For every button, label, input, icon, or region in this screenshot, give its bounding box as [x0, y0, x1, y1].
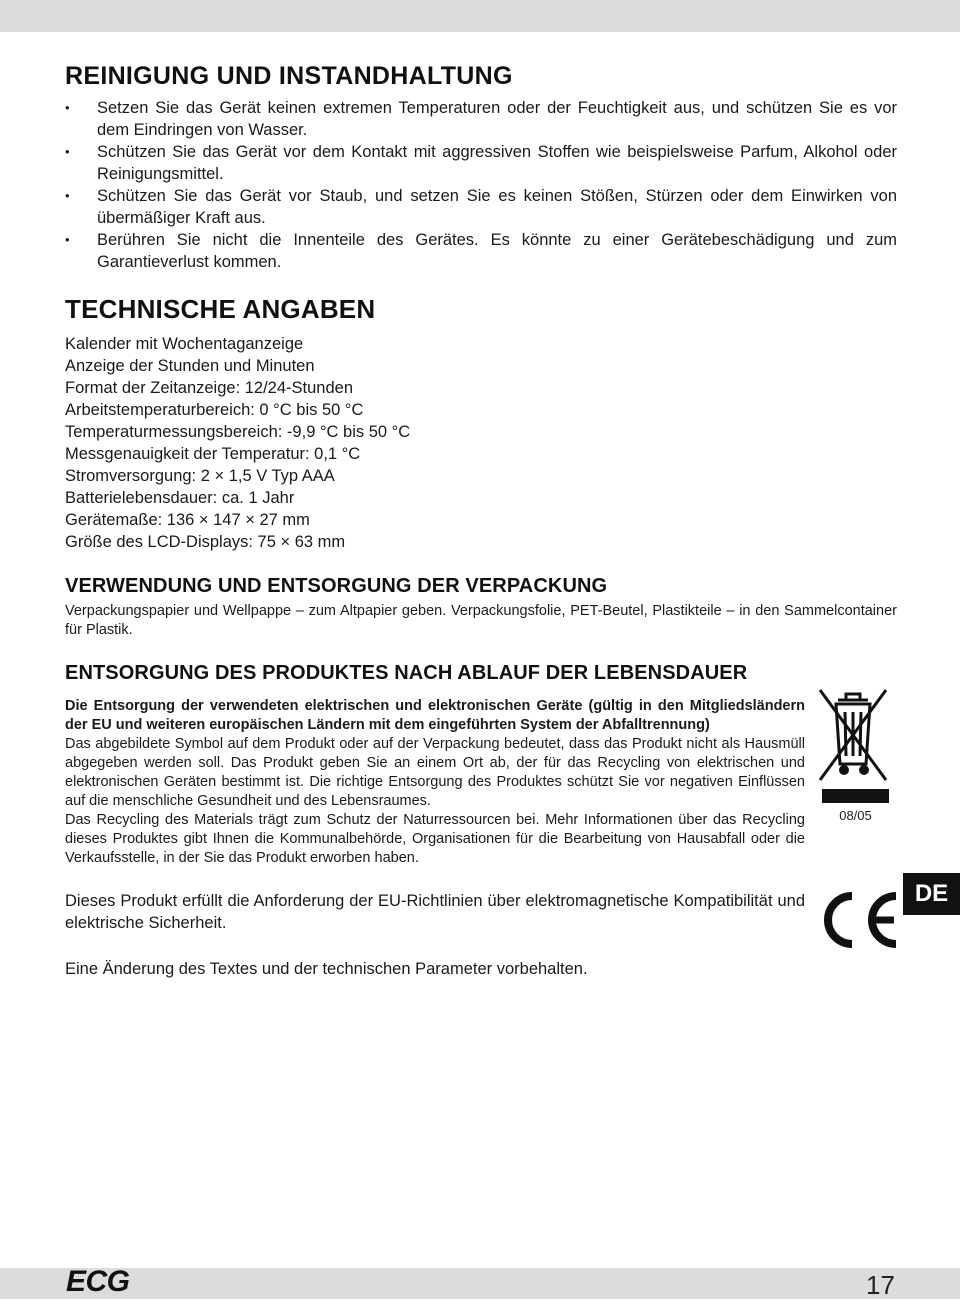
crossed-out-wheelie-bin-icon — [816, 686, 890, 786]
disposal-paragraph: Das Recycling des Materials trägt zum Schutz der Naturressourcen bei. Mehr Informationen über das Recycling dieses Produktes gibt Ihnen die Kommunalbehörde, Organisationen für die Bearbeitung von Hausabfall oder die Verkaufsstelle, in der Sie das Produkt erworben haben. — [65, 812, 805, 866]
spec-line: Größe des LCD-Displays: 75 × 63 mm — [65, 533, 346, 551]
disposal-bold-text: Die Entsorgung der verwendeten elektrischen und elektronischen Geräte (gültig in den Mitgliedsländern der EU und weiteren europäischen Ländern mit dem eingeführten System der Abfalltrennung) — [65, 698, 805, 733]
weee-date: 08/05 — [839, 808, 872, 823]
spec-line: Kalender mit Wochentaganzeige — [65, 335, 304, 353]
packaging-text: Verpackungspapier und Wellpappe – zum Altpapier geben. Verpackungsfolie, PET-Beutel, Plastikteile – in den Sammelcontainer für Plastik. — [65, 603, 897, 638]
change-notice: Eine Änderung des Textes und der technischen Parameter vorbehalten. — [65, 960, 588, 978]
spec-line: Format der Zeitanzeige: 12/24-Stunden — [65, 379, 354, 397]
spec-line: Anzeige der Stunden und Minuten — [65, 357, 315, 375]
disposal-paragraph: Das abgebildete Symbol auf dem Produkt oder auf der Verpackung bedeutet, dass das Produkt nicht als Hausmüll abgegeben werden soll. Das Produkt geben Sie an einem Ort ab, der für das Recycling von elektrischen und elektronischen Geräten bestimmt ist. Die richtige Entsorgung des Produktes schützt Sie vor negativen Einflüssen auf die menschliche Gesundheit und des Lebensraumes. — [65, 736, 805, 809]
footer — [0, 1268, 960, 1299]
spec-line: Stromversorgung: 2 × 1,5 V Typ AAA — [65, 467, 335, 485]
technical-specs — [65, 333, 897, 553]
spec-line: Temperaturmessungsbereich: -9,9 °C bis 50 °C — [65, 423, 411, 441]
spec-line: Gerätemaße: 136 × 147 × 27 mm — [65, 511, 310, 529]
spec-line: Batterielebensdauer: ca. 1 Jahr — [65, 489, 295, 507]
list-item: • Setzen Sie das Gerät keinen extremen Temperaturen oder der Feuchtigkeit aus, und schützen Sie es vor dem Eindringen von Wasser. — [65, 97, 897, 141]
packaging-heading: VERWENDUNG UND ENTSORGUNG DER VERPACKUNG — [65, 575, 608, 597]
cleaning-heading: REINIGUNG UND INSTANDHALTUNG — [65, 62, 513, 90]
footer-bar — [0, 1268, 960, 1299]
ce-compliance-text: Dieses Produkt erfüllt die Anforderung der EU-Richtlinien über elektromagnetische Kompatibilität und elektrische Sicherheit. — [65, 892, 805, 932]
page-content — [65, 62, 897, 980]
language-tab: DE — [903, 873, 960, 915]
page-number: 17 — [866, 1270, 895, 1300]
spec-line: Messgenauigkeit der Temperatur: 0,1 °C — [65, 445, 361, 463]
technical-heading: TECHNISCHE ANGABEN — [65, 294, 376, 324]
disposal-text — [65, 697, 805, 868]
weee-black-bar — [822, 789, 889, 803]
list-item: • Schützen Sie das Gerät vor dem Kontakt mit aggressiven Stoffen wie beispielsweise Parfum, Alkohol oder Reinigungsmittel. — [65, 141, 897, 185]
brand-logo: ECG — [66, 1265, 130, 1298]
disposal-heading: ENTSORGUNG DES PRODUKTES NACH ABLAUF DER LEBENSDAUER — [65, 662, 748, 684]
spec-line: Arbeitstemperaturbereich: 0 °C bis 50 °C — [65, 401, 364, 419]
list-item: • Schützen Sie das Gerät vor Staub, und setzen Sie es keinen Stößen, Stürzen oder dem Einwirken von übermäßiger Kraft aus. — [65, 185, 897, 229]
cleaning-list — [65, 97, 897, 273]
ce-mark-icon — [818, 890, 900, 950]
list-item: • Berühren Sie nicht die Innenteile des Gerätes. Es könnte zu einer Gerätebeschädigung und zum Garantieverlust kommen. — [65, 229, 897, 273]
header-bar — [0, 0, 960, 32]
